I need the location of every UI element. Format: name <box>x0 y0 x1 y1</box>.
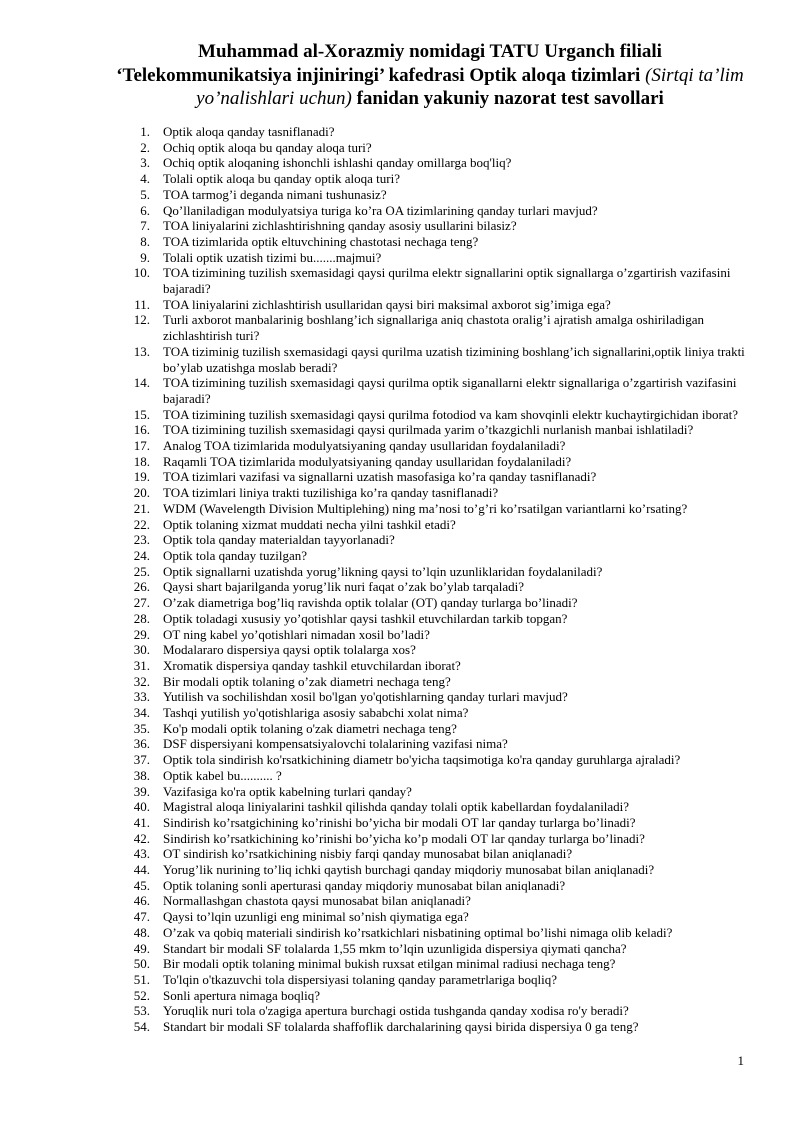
question-number: 19. <box>133 469 150 485</box>
question-number: 33. <box>133 689 150 705</box>
question-text: OT sindirish ko’rsatkichining nisbiy farqi qanday munosabat bilan aniqlanadi? <box>163 846 573 862</box>
question-text: Yorug’lik nurining to’liq ichki qaytish burchagi qanday miqdoriy munosabat bilan aniqlanadi? <box>163 862 655 878</box>
question-number: 15. <box>133 406 150 422</box>
question-text: Optik tola qanday tuzilgan? <box>163 547 308 563</box>
title-line-2 <box>110 64 750 111</box>
question-text: Optik signallarni uzatishda yorug’likning qaysi to’lqin uzunliklaridan foydalaniladi? <box>163 563 603 579</box>
question-item <box>120 893 745 909</box>
question-number: 4. <box>140 171 150 187</box>
question-text: TOA tizimlari liniya trakti tuzilishiga ko’ra qanday tasniflanadi? <box>163 485 499 501</box>
question-item <box>120 469 745 485</box>
question-number: 17. <box>133 438 150 454</box>
question-number: 20. <box>133 485 150 501</box>
question-number: 8. <box>140 233 150 249</box>
question-item <box>120 642 745 658</box>
question-text: Ko'p modali optik tolaning o'zak diametri nechaga teng? <box>163 720 457 736</box>
question-text: Turli axborot manbalarinig boshlang’ich signallariga aniq chastota oralig’i ajratish amalga oshiriladigan zichlashtirish turi? <box>163 312 705 344</box>
question-number: 22. <box>133 516 150 532</box>
question-item <box>120 265 745 296</box>
question-item <box>120 155 745 171</box>
question-text: Tolali optik uzatish tizimi bu.......majmui? <box>163 249 382 265</box>
question-text: Bir modali optik tolaning o’zak diametri nechaga teng? <box>163 673 451 689</box>
question-number: 31. <box>133 657 150 673</box>
question-number: 24. <box>133 547 150 563</box>
question-item <box>120 203 745 219</box>
question-item <box>120 611 745 627</box>
question-text: Optik aloqa qanday tasniflanadi? <box>163 124 335 139</box>
question-text: Qaysi to’lqin uzunligi eng minimal so’nish qiymatiga ega? <box>163 909 469 925</box>
question-text: O’zak va qobiq materiali sindirish ko’rsatkichlari nisbatining optimal bo’lishi nimaga olib keladi? <box>163 924 673 940</box>
question-text: To'lqin o'tkazuvchi tola dispersiyasi tolaning qanday parametrlariga boqliq? <box>163 971 558 987</box>
question-number: 53. <box>133 1003 150 1019</box>
title-line-2-main: ‘Telekommunikatsiya injiniringi’ kafedrasi Optik aloqa tizimlari <box>116 64 641 86</box>
question-text: TOA tarmog’i deganda nimani tushunasiz? <box>163 186 387 202</box>
question-number: 43. <box>133 846 150 862</box>
question-number: 14. <box>133 375 150 391</box>
question-text: TOA liniyalarini zichlashtirish usullaridan qaysi biri maksimal axborot sig’imiga ega? <box>163 296 611 312</box>
question-text: TOA tizimining tuzilish sxemasidagi qaysi qurilma fotodiod va kam shovqinli elektr kuchaytirgichidan iborat? <box>163 406 739 422</box>
question-number: 11. <box>134 296 150 312</box>
question-text: Magistral aloqa liniyalarini tashkil qilishda qanday tolali optik kabellardan foydalaniladi? <box>163 799 630 815</box>
question-number: 42. <box>133 830 150 846</box>
question-item <box>120 736 745 752</box>
question-number: 5. <box>140 186 150 202</box>
question-text: Modalararo dispersiya qaysi optik tolalarga xos? <box>163 642 416 658</box>
question-text: Optik toladagi xususiy yo’qotishlar qaysi tashkil etuvchilardan tarkib topgan? <box>163 610 568 626</box>
question-text: Analog TOA tizimlarida modulyatsiyaning qanday usullaridan foydalaniladi? <box>163 438 566 454</box>
question-text: Yoruqlik nuri tola o'zagiga apertura burchagi ostida tushganda qanday xodisa ro'y beradi? <box>163 1003 629 1019</box>
question-item <box>120 815 745 831</box>
question-text: Ochiq optik aloqa bu qanday aloqa turi? <box>163 139 372 155</box>
question-item <box>120 501 745 517</box>
question-item <box>120 862 745 878</box>
question-item <box>120 799 745 815</box>
question-item <box>120 375 745 406</box>
question-item <box>120 234 745 250</box>
question-item <box>120 1019 745 1035</box>
question-item <box>120 752 745 768</box>
question-number: 44. <box>133 862 150 878</box>
question-number: 16. <box>133 422 150 438</box>
question-number: 32. <box>133 673 150 689</box>
question-item <box>120 140 745 156</box>
question-number: 38. <box>133 767 150 783</box>
question-item <box>120 564 745 580</box>
question-number: 46. <box>133 893 150 909</box>
question-item <box>120 627 745 643</box>
question-item <box>120 187 745 203</box>
question-item <box>120 485 745 501</box>
question-text: WDM (Wavelength Division Multiplehing) ning ma’nosi to’g’ri ko’rsatilgan variantlarni ko’rsating? <box>163 500 688 516</box>
question-number: 6. <box>140 202 150 218</box>
question-number: 40. <box>133 799 150 815</box>
question-number: 3. <box>140 155 150 171</box>
question-text: Bir modali optik tolaning minimal bukish ruxsat etilgan minimal radiusi nechaga teng? <box>163 956 616 972</box>
question-number: 34. <box>133 705 150 721</box>
question-number: 29. <box>133 626 150 642</box>
question-number: 30. <box>133 642 150 658</box>
question-text: OT ning kabel yo’qotishlari nimadan xosil bo’ladi? <box>163 626 430 642</box>
question-text: Raqamli TOA tizimlarida modulyatsiyaning qanday usullaridan foydalaniladi? <box>163 453 572 469</box>
question-text: TOA liniyalarini zichlashtirishning qanday asosiy usullarini bilasiz? <box>163 218 517 234</box>
question-item <box>120 1003 745 1019</box>
question-text: TOA tizimlarida optik eltuvchining chastotasi nechaga teng? <box>163 233 479 249</box>
question-item <box>120 344 745 375</box>
question-number: 48. <box>133 924 150 940</box>
question-text: Tashqi yutilish yo'qotishlariga asosiy sababchi xolat nima? <box>163 705 469 721</box>
question-item <box>120 438 745 454</box>
question-text: Yutilish va sochilishdan xosil bo'lgan yo'qotishlarning qanday turlari mavjud? <box>163 689 568 705</box>
question-item <box>120 532 745 548</box>
question-text: Qo’llaniladigan modulyatsiya turiga ko’ra OA tizimlarining qanday turlari mavjud? <box>163 202 598 218</box>
title-line-1: Muhammad al-Xorazmiy nomidagi TATU Urganch filiali <box>198 41 662 62</box>
question-item <box>120 878 745 894</box>
question-item <box>120 658 745 674</box>
question-item <box>120 721 745 737</box>
question-item <box>120 124 745 140</box>
question-text: Xromatik dispersiya qanday tashkil etuvchilardan iborat? <box>163 657 461 673</box>
question-item <box>120 595 745 611</box>
question-item <box>120 784 745 800</box>
question-item <box>120 909 745 925</box>
question-number: 35. <box>133 720 150 736</box>
question-number: 12. <box>133 312 150 328</box>
question-number: 18. <box>133 453 150 469</box>
question-number: 28. <box>133 610 150 626</box>
question-number: 26. <box>133 579 150 595</box>
question-list <box>120 124 745 1035</box>
question-text: Standart bir modali SF tolalarda 1,55 mkm to’lqin uzunligida dispersiya qiymati qancha? <box>163 940 627 956</box>
question-number: 50. <box>133 956 150 972</box>
question-text: Normallashgan chastota qaysi munosabat bilan aniqlanadi? <box>163 893 471 909</box>
question-text: Ochiq optik aloqaning ishonchli ishlashi qanday omillarga boq'liq? <box>163 155 512 171</box>
question-item <box>120 297 745 313</box>
question-item <box>120 171 745 187</box>
question-number: 25. <box>133 563 150 579</box>
question-number: 39. <box>133 783 150 799</box>
question-number: 21. <box>133 500 150 516</box>
question-text: Optik kabel bu.......... ? <box>163 767 282 783</box>
question-item <box>120 689 745 705</box>
question-number: 2. <box>140 139 150 155</box>
question-text: Standart bir modali SF tolalarda shaffoflik darchalarining qaysi birida dispersiya 0 ga teng? <box>163 1019 639 1035</box>
question-number: 45. <box>133 877 150 893</box>
question-text: O’zak diametriga bog’liq ravishda optik tolalar (OT) qanday turlarga bo’linadi? <box>163 595 578 611</box>
question-item <box>120 831 745 847</box>
page-number: 1 <box>737 1053 744 1068</box>
question-number: 10. <box>133 265 150 281</box>
question-number: 54. <box>133 1019 150 1035</box>
question-number: 9. <box>140 249 150 265</box>
question-item <box>120 579 745 595</box>
question-number: 36. <box>133 736 150 752</box>
question-item <box>120 941 745 957</box>
question-number: 52. <box>133 987 150 1003</box>
question-number: 51. <box>133 971 150 987</box>
question-item <box>120 705 745 721</box>
question-item <box>120 218 745 234</box>
question-text: Sindirish ko’rsatkichining ko’rinishi bo’yicha ko’p modali OT lar qanday turlarga bo’linadi? <box>163 830 645 846</box>
document-title <box>110 40 750 111</box>
question-item <box>120 925 745 941</box>
question-text: DSF dispersiyani kompensatsiyalovchi tolalarining vazifasi nima? <box>163 736 508 752</box>
question-number: 49. <box>133 940 150 956</box>
question-item <box>120 407 745 423</box>
question-item <box>120 250 745 266</box>
question-number: 27. <box>133 595 150 611</box>
question-text: Sindirish ko’rsatgichining ko’rinishi bo’yicha bir modali OT lar qanday turlarga bo’linadi? <box>163 814 636 830</box>
question-number: 7. <box>140 218 150 234</box>
question-item <box>120 956 745 972</box>
question-item <box>120 517 745 533</box>
title-line-3: fanidan yakuniy nazorat test savollari <box>356 88 664 109</box>
question-text: Optik tolaning xizmat muddati necha yilni tashkil etadi? <box>163 516 456 532</box>
question-item <box>120 988 745 1004</box>
question-number: 41. <box>133 814 150 830</box>
question-text: TOA tiziminig tuzilish sxemasidagi qaysi qurilma uzatish tizimining boshlang’ich signallarini,optik liniya trakti bo’ylab uzatishga moslab beradi? <box>163 343 745 375</box>
question-item <box>120 846 745 862</box>
question-number: 47. <box>133 909 150 925</box>
question-item <box>120 548 745 564</box>
question-item <box>120 674 745 690</box>
question-item <box>120 422 745 438</box>
question-number: 23. <box>133 532 150 548</box>
question-item <box>120 768 745 784</box>
question-text: TOA tizimining tuzilish sxemasidagi qaysi qurilmada yarim o’tkazgichli nurlanish manbai ishlatiladi? <box>163 422 694 438</box>
question-text: Tolali optik aloqa bu qanday optik aloqa turi? <box>163 171 401 187</box>
question-number: 13. <box>133 343 150 359</box>
title-line-2-italic: (Sirtqi ta’lim yo’nalishlari uchun) <box>196 64 744 109</box>
question-text: TOA tizimining tuzilish sxemasidagi qaysi qurilma elektr signallarini optik signallarga o’zgartirish vazifasini bajaradi? <box>163 265 731 297</box>
question-text: Sonli apertura nimaga boqliq? <box>163 987 321 1003</box>
question-text: Optik tola qanday materialdan tayyorlanadi? <box>163 532 395 548</box>
question-text: Optik tolaning sonli aperturasi qanday miqdoriy munosabat bilan aniqlanadi? <box>163 877 566 893</box>
question-text: Optik tola sindirish ko'rsatkichining diametr bo'yicha taqsimotiga ko'ra qanday guruhlarga ajraladi? <box>163 752 681 768</box>
question-text: Vazifasiga ko'ra optik kabelning turlari qanday? <box>163 783 412 799</box>
question-text: TOA tizimining tuzilish sxemasidagi qaysi qurilma optik siganallarni elektr signallariga o’zgartirish vazifasini bajaradi? <box>163 375 737 406</box>
question-text: Qaysi shart bajarilganda yorug’lik nuri faqat o’zak bo’ylab tarqaladi? <box>163 579 524 595</box>
question-item <box>120 312 745 343</box>
question-number: 1. <box>140 124 150 139</box>
question-item <box>120 454 745 470</box>
question-number: 37. <box>133 752 150 768</box>
question-item <box>120 972 745 988</box>
question-text: TOA tizimlari vazifasi va signallarni uzatish masofasiga ko’ra qanday tasniflanadi? <box>163 469 597 485</box>
